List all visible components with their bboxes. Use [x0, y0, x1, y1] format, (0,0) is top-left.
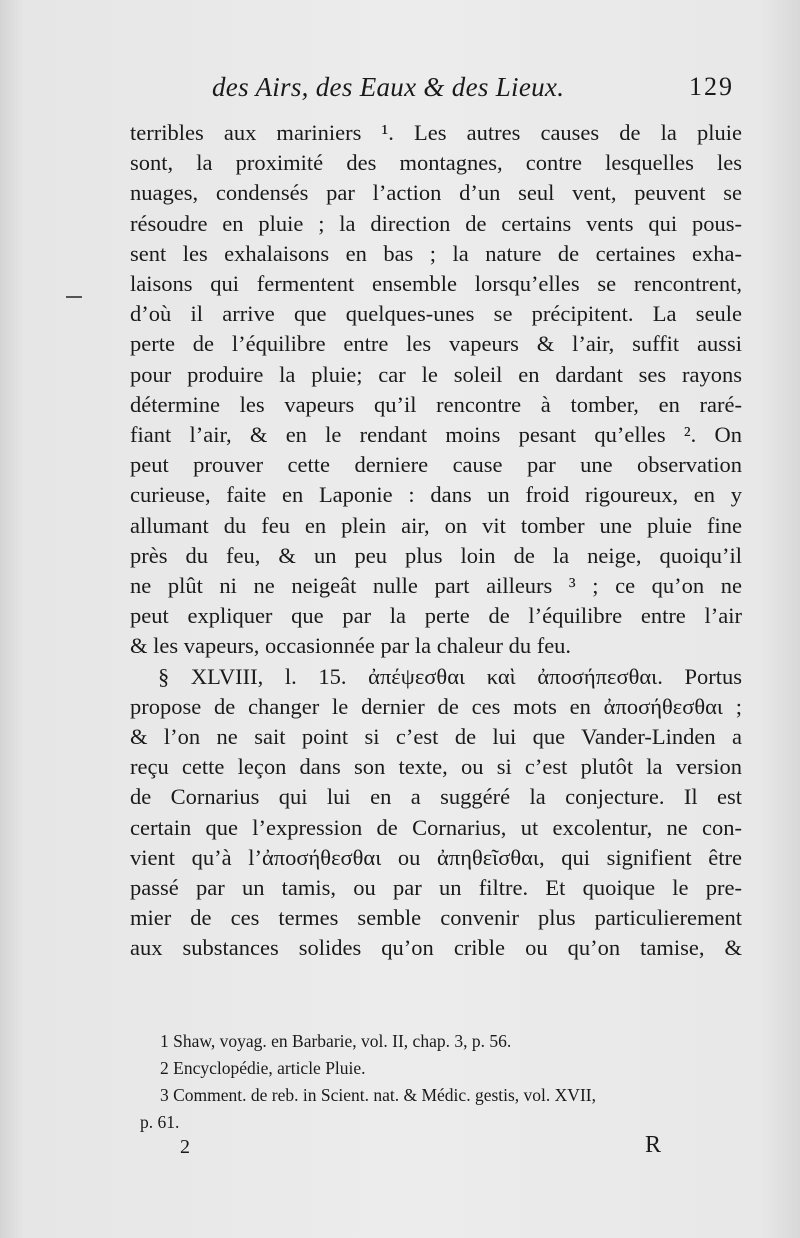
text-line: propose de changer le dernier de ces mots en ἀποσήθεσθαι ; — [130, 693, 742, 719]
text-line: curieuse, faite en Laponie : dans un froid rigoureux, en y — [130, 482, 742, 508]
text-line: près du feu, & un peu plus loin de la neige, quoiqu’il — [130, 542, 742, 568]
margin-mark — [66, 296, 82, 298]
text-line: nuages, condensés par l’action d’un seul vent, peuvent se — [130, 180, 742, 206]
footnotes — [140, 1028, 750, 1136]
text-line: § XLVIII, l. 15. ἀπέψεσθαι καὶ ἀποσήπεσθαι. Portus — [158, 663, 742, 689]
text-line: d’où il arrive que quelques-unes se précipitent. La seule — [130, 301, 742, 327]
body-text — [130, 118, 742, 964]
footnote: 1 Shaw, voyag. en Barbarie, vol. II, chap. 3, p. 56. — [160, 1031, 512, 1051]
text-line: allumant du feu en plein air, on vit tomber une pluie fine — [130, 512, 742, 538]
text-line: laisons qui fermentent ensemble lorsqu’elles se rencontrent, — [130, 271, 742, 297]
signature-line — [140, 1132, 740, 1166]
text-line: passé par un tamis, ou par un filtre. Et quoique le pre- — [130, 875, 742, 901]
page-number: 129 — [689, 72, 734, 101]
text-line: sont, la proximité des montagnes, contre lesquelles les — [130, 150, 742, 176]
signature-mark: R — [645, 1132, 662, 1158]
page-header — [212, 72, 742, 112]
footnote: 3 Comment. de reb. in Scient. nat. & Médic. gestis, vol. XVII, — [160, 1085, 596, 1105]
text-line: & les vapeurs, occasionnée par la chaleur du feu. — [130, 633, 572, 659]
text-line: résoudre en pluie ; la direction de certains vents qui pous- — [130, 210, 742, 236]
gathering-number: 2 — [180, 1136, 190, 1158]
text-line: pour produire la pluie; car le soleil en dardant ses rayons — [130, 361, 742, 387]
text-line: aux substances solides qu’on crible ou qu’on tamise, & — [130, 935, 742, 961]
text-line: & l’on ne sait point si c’est de lui que Vander-Linden a — [130, 724, 742, 750]
running-title: des Airs, des Eaux & des Lieux. — [212, 72, 565, 102]
text-line: peut prouver cette derniere cause par une observation — [130, 452, 742, 478]
footnote-continuation: p. 61. — [140, 1112, 180, 1132]
text-line: reçu cette leçon dans son texte, ou si c’est plutôt la version — [130, 754, 742, 780]
text-line: détermine les vapeurs qu’il rencontre à tomber, en raré- — [130, 391, 742, 417]
text-line: vient qu’à l’ἀποσήθεσθαι ou ἀπηθεῖσθαι, qui signifient être — [130, 844, 742, 870]
text-line: certain que l’expression de Cornarius, ut excolentur, ne con- — [130, 814, 742, 840]
text-line: mier de ces termes semble convenir plus particulierement — [130, 905, 742, 931]
text-line: fiant l’air, & en le rendant moins pesant qu’elles ². On — [130, 422, 742, 448]
text-line: de Cornarius qui lui en a suggéré la conjecture. Il est — [130, 784, 742, 810]
footnote: 2 Encyclopédie, article Pluie. — [160, 1058, 366, 1078]
text-line: sent les exhalaisons en bas ; la nature de certaines exha- — [130, 240, 742, 266]
text-line: terribles aux mariniers ¹. Les autres causes de la pluie — [130, 120, 742, 145]
text-line: perte de l’équilibre entre les vapeurs & l’air, suffit aussi — [130, 331, 742, 357]
text-line: peut expliquer que par la perte de l’équilibre entre l’air — [130, 603, 742, 629]
text-line: ne plût ni ne neigeât nulle part ailleurs ³ ; ce qu’on ne — [130, 573, 742, 599]
